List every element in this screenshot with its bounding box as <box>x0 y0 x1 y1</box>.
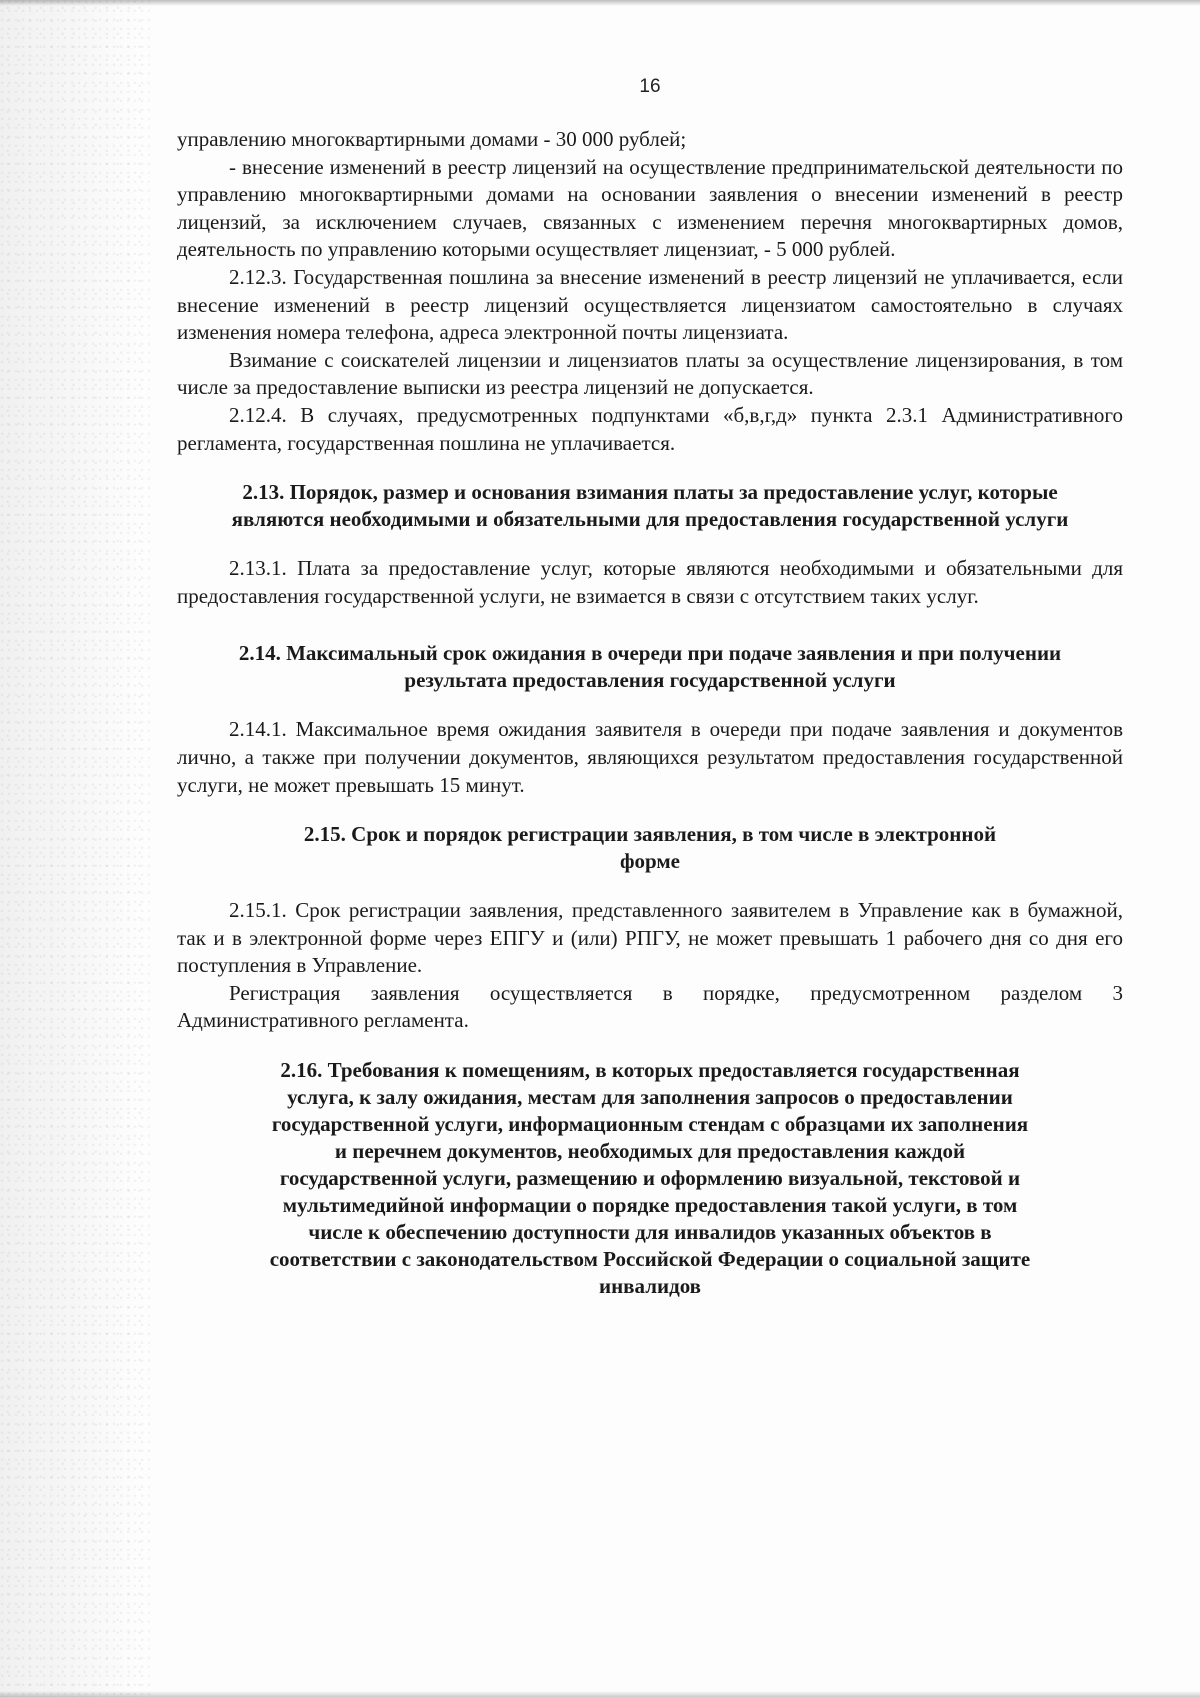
paragraph: 2.15.1. Срок регистрации заявления, представленного заявителем в Управление как в бумажной, так и в электронной форме через ЕПГУ и (или) РПГУ, не может превышать 1 рабочего дня со дня его поступления в Управление. <box>177 898 1123 978</box>
paragraph: - внесение изменений в реестр лицензий на осуществление предпринимательской деятельности по управлению многоквартирными домами на основании заявления о внесении изменений в реестр лицензий, за исключением случаев, связанных с изменением перечня многоквартирных домов, деятельность по управлению которыми осуществляет лицензиат, - 5 000 рублей. <box>177 154 1123 262</box>
paragraph: 2.12.4. В случаях, предусмотренных подпунктами «б,в,г,д» пункта 2.3.1 Административного регламента, государственная пошлина не уплачивается. <box>177 402 1123 455</box>
page-number: 16 <box>639 76 661 97</box>
document-body <box>177 126 1123 1300</box>
scan-noise <box>0 0 150 1697</box>
paragraph: 2.13.1. Плата за предоставление услуг, которые являются необходимыми и обязательными для предоставления государственной услуги, не взимается в связи с отсутствием таких услуг. <box>177 556 1123 608</box>
paragraph: Регистрация заявления осуществляется в порядке, предусмотренном разделом 3 Административного регламента. <box>177 980 1123 1033</box>
section-heading-2-14: 2.14. Максимальный срок ожидания в очереди при подаче заявления и при получении результата предоставления государственной услуги <box>238 641 1062 693</box>
section-heading-2-13: 2.13. Порядок, размер и основания взимания платы за предоставление услуг, которые являются необходимыми и обязательными для предоставления государственной услуги <box>231 480 1069 532</box>
scan-bottom-edge <box>0 1691 1200 1697</box>
paragraph: 2.12.3. Государственная пошлина за внесение изменений в реестр лицензий не уплачивается, если внесение изменений в реестр лицензий осуществляется лицензиатом самостоятельно в случаях изменения номера телефона, адреса электронной почты лицензиата. <box>177 264 1123 345</box>
paragraph: управлению многоквартирными домами - 30 000 рублей; <box>177 127 687 151</box>
section-heading-2-15: 2.15. Срок и порядок регистрации заявления, в том числе в электронной форме <box>303 822 997 874</box>
paragraph: Взимание с соискателей лицензии и лицензиатов платы за осуществление лицензирования, в том числе за предоставление выписки из реестра лицензий не допускается. <box>177 347 1123 400</box>
section-heading-2-16: 2.16. Требования к помещениям, в которых предоставляется государственная услуга, к залу ожидания, местам для заполнения запросов о предоставлении государственной услуги, информационным стендам с образцами их заполнения и перечнем документов, необходимых для предоставления каждой государственной услуги, размещению и оформлению визуальной, текстовой и мультимедийной информации о порядке предоставления такой услуги, в том числе к обеспечению доступности для инвалидов указанных объектов в соответствии с законодательством Российской Федерации о социальной защите инвалидов <box>269 1058 1031 1299</box>
paragraph: 2.14.1. Максимальное время ожидания заявителя в очереди при подаче заявления и документов лично, а также при получении документов, являющихся результатом предоставления государственной услуги, не может превышать 15 минут. <box>177 717 1123 797</box>
scan-top-edge <box>0 0 1200 6</box>
